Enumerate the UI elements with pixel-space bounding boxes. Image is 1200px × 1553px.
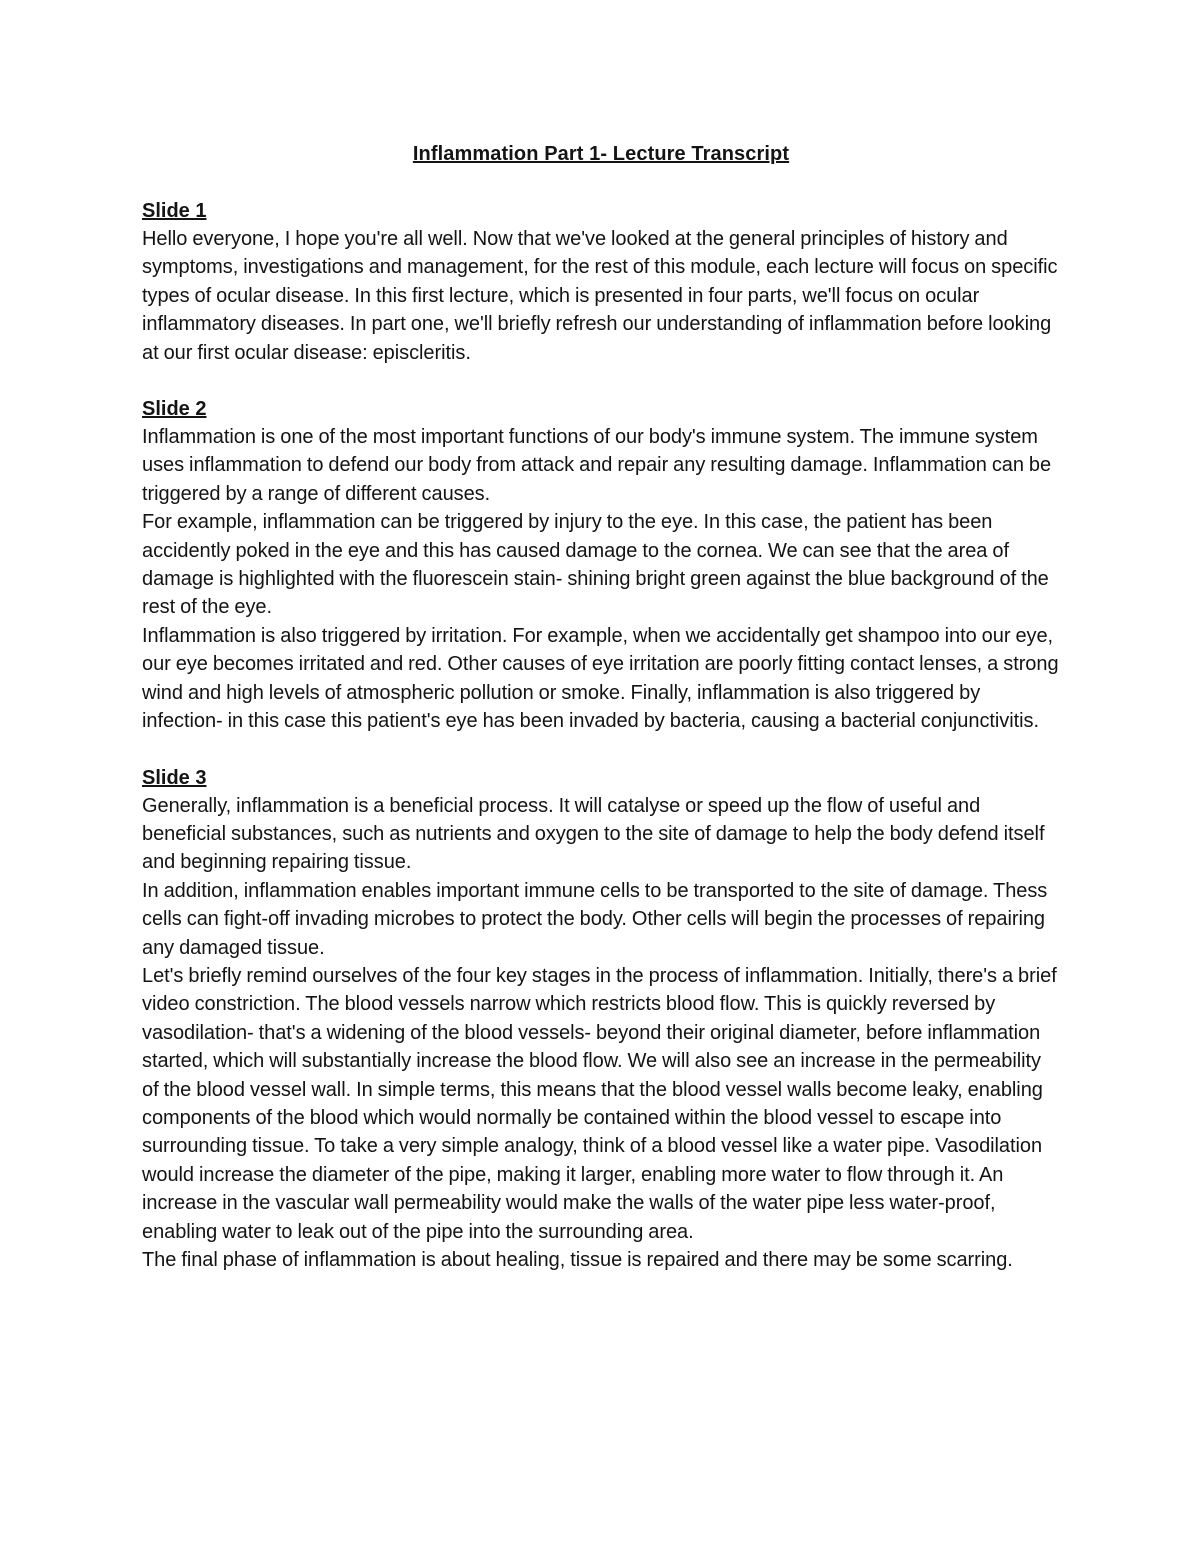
slide-heading: Slide 3 — [142, 766, 207, 789]
slide-heading: Slide 1 — [142, 200, 207, 222]
document-title: Inflammation Part 1- Lecture Transcript — [412, 143, 790, 165]
paragraph: Inflammation is also triggered by irritation. For example, when we accidentally get shampoo into our eye, our eye becomes irritated and red. Other causes of eye irritation are poorly fitting contact lenses, a strong wind and high levels of atmospheric pollution or smoke. Finally, inflammation is also triggered by infection- in this case this patient's eye has been invaded by bacteria, causing a bacterial conjunctivitis. — [142, 624, 1059, 733]
paragraph: Hello everyone, I hope you're all well. Now that we've looked at the general principles of history and symptoms, investigations and management, for the rest of this module, each lecture will focus on specific types of ocular disease. In this first lecture, which is presented in four parts, we'll focus on ocular inflammatory diseases. In part one, we'll briefly refresh our understanding of inflammation before looking at our first ocular disease: episcleritis. — [142, 228, 1058, 364]
section-slide-2 — [142, 395, 1060, 735]
slide-heading: Slide 2 — [142, 398, 207, 421]
paragraph: Let's briefly remind ourselves of the four key stages in the process of inflammation. Initially, there's a brief video constriction. The blood vessels narrow which restricts blood flow. This is quickly reversed by vasodilation- that's a widening of the blood vessels- beyond their original diameter, before inflammation started, which will substantially increase the blood flow. We will also see an increase in the permeability of the blood vessel wall. In simple terms, this means that the blood vessel walls become leaky, enabling components of the blood which would normally be contained within the blood vessel to escape into surrounding tissue. To take a very simple analogy, think of a blood vessel like a water pipe. Vasodilation would increase the diameter of the pipe, making it larger, enabling more water to flow through it. An increase in the vascular wall permeability would make the walls of the water pipe less water-proof, enabling water to leak out of the pipe into the surrounding area. — [142, 964, 1057, 1243]
paragraph: Inflammation is one of the most important functions of our body's immune system. The immune system uses inflammation to defend our body from attack and repair any resulting damage. Inflammation can be triggered by a range of different causes. — [142, 426, 1052, 505]
document-page — [142, 140, 1060, 1302]
paragraph: For example, inflammation can be triggered by injury to the eye. In this case, the patient has been accidently poked in the eye and this has caused damage to the cornea. We can see that the area of damage is highlighted with the fluorescein stain- shining bright green against the blue background of the rest of the eye. — [142, 511, 1049, 619]
paragraph: Generally, inflammation is a beneficial process. It will catalyse or speed up the flow of useful and beneficial substances, such as nutrients and oxygen to the site of damage to help the body defend itself and beginning repairing tissue. — [142, 794, 1045, 874]
section-slide-3 — [142, 764, 1060, 1275]
paragraph: The final phase of inflammation is about healing, tissue is repaired and there may be some scarring. — [142, 1249, 1013, 1271]
section-slide-1 — [142, 197, 1060, 367]
paragraph: In addition, inflammation enables important immune cells to be transported to the site of damage. Thess cells can fight-off invading microbes to protect the body. Other cells will begin the processes of repairing any damaged tissue. — [142, 879, 1048, 959]
